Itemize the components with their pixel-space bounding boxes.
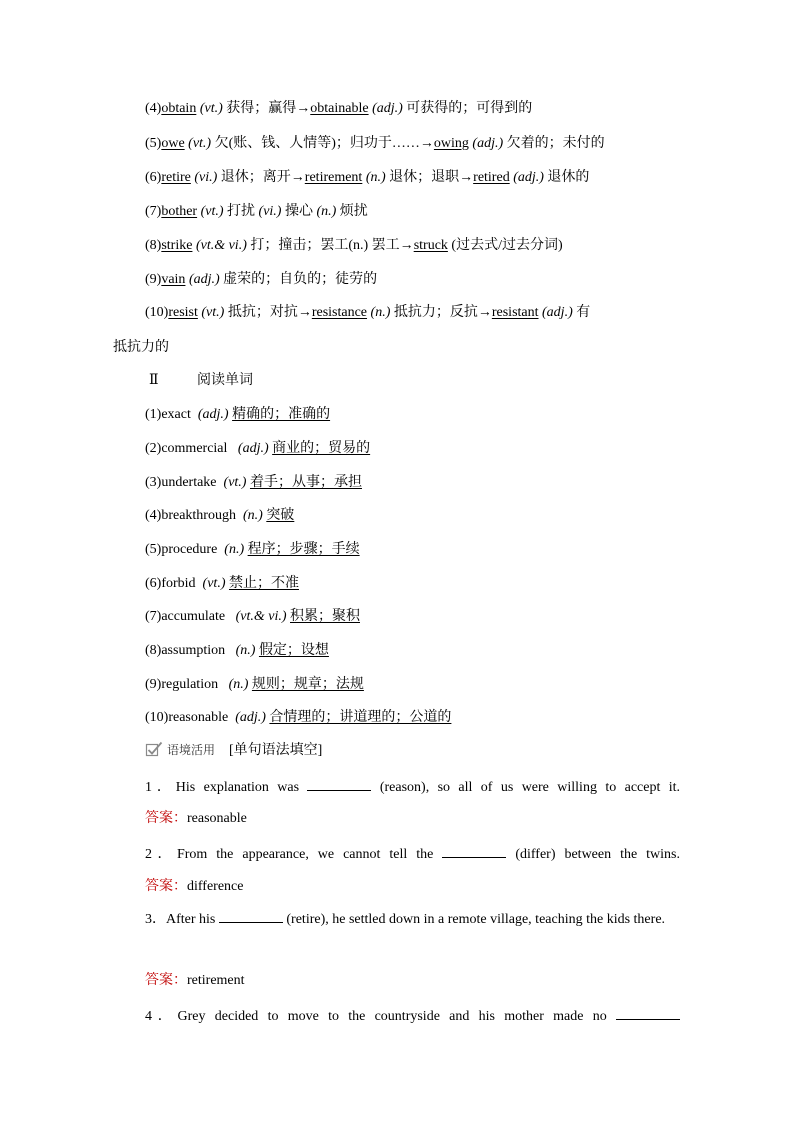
answer-blank bbox=[442, 843, 506, 858]
answer-blank bbox=[307, 776, 371, 791]
question-3: 3．After his (retire), he settled down in a remote village, teaching the kids there. bbox=[113, 905, 680, 934]
reading-word-exact: (1)exact (adj.) 精确的；准确的 bbox=[145, 407, 331, 422]
answer-blank bbox=[616, 1005, 680, 1020]
vocab-item-resist-continuation: 抵抗力的 bbox=[113, 340, 169, 355]
question-4: 4．Grey decided to move to the countryside and his mother made no bbox=[145, 1005, 680, 1027]
reading-word-regulation: (9)regulation (n.) 规则；规章；法规 bbox=[145, 677, 364, 692]
vocab-item-strike: (8)strike (vt.& vi.) 打；撞击；罢工(n.) 罢工→struck (过去式/过去分词) bbox=[145, 238, 563, 253]
reading-word-accumulate: (7)accumulate (vt.& vi.) 积累；聚积 bbox=[145, 609, 360, 624]
section-heading-reading-words: Ⅱ 阅读单词 bbox=[149, 373, 253, 388]
reading-word-procedure: (5)procedure (n.) 程序；步骤；手续 bbox=[145, 542, 360, 557]
vocab-item-resist: (10)resist (vt.) 抵抗；对抗→resistance (n.) 抵抗力；反抗→resistant (adj.) 有 bbox=[145, 305, 591, 320]
vocab-item-obtain: (4)obtain (vt.) 获得；赢得→obtainable (adj.) 可获得的；可得到的 bbox=[145, 101, 533, 116]
practice-heading bbox=[145, 740, 680, 761]
reading-word-assumption: (8)assumption (n.) 假定；设想 bbox=[145, 643, 329, 658]
answer-2: 答案：difference bbox=[145, 879, 244, 894]
vocab-item-vain: (9)vain (adj.) 虚荣的；自负的；徒劳的 bbox=[145, 272, 378, 287]
reading-word-forbid: (6)forbid (vt.) 禁止；不准 bbox=[145, 576, 299, 591]
answer-blank bbox=[219, 908, 283, 923]
question-2: 2．From the appearance, we cannot tell the (differ) between the twins. bbox=[145, 843, 680, 865]
reading-word-commercial: (2)commercial (adj.) 商业的；贸易的 bbox=[145, 441, 371, 456]
reading-word-reasonable: (10)reasonable (adj.) 合情理的；讲道理的；公道的 bbox=[145, 710, 452, 725]
question-1: 1．His explanation was (reason), so all of us were willing to accept it. bbox=[145, 776, 680, 798]
checkbox-check-icon bbox=[145, 741, 163, 757]
reading-word-breakthrough: (4)breakthrough (n.) 突破 bbox=[145, 508, 295, 523]
practice-icon-label: 语境活用 bbox=[167, 743, 216, 757]
answer-1: 答案：reasonable bbox=[145, 811, 247, 826]
vocab-item-retire: (6)retire (vi.) 退休；离开→retirement (n.) 退休；退职→retired (adj.) 退休的 bbox=[145, 170, 590, 185]
practice-section-title: [单句语法填空] bbox=[229, 743, 323, 758]
vocab-item-owe: (5)owe (vt.) 欠(账、钱、人情等)；归功于……→owing (adj.) 欠着的；未付的 bbox=[145, 136, 605, 151]
vocab-item-bother: (7)bother (vt.) 打扰 (vi.) 操心 (n.) 烦扰 bbox=[145, 204, 368, 219]
reading-word-undertake: (3)undertake (vt.) 着手；从事；承担 bbox=[145, 475, 362, 490]
answer-3: 答案：retirement bbox=[145, 973, 245, 988]
